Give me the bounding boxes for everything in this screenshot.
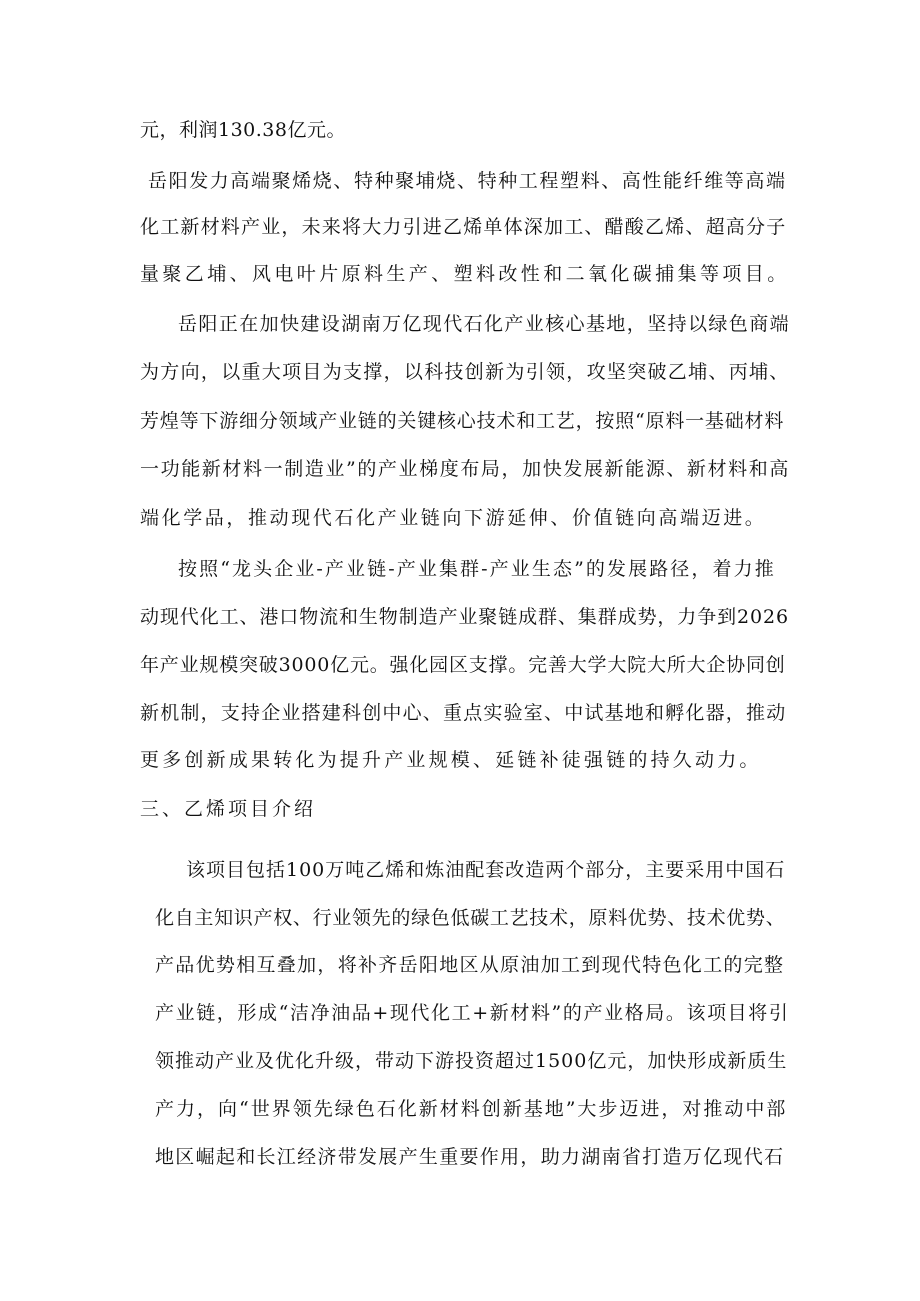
text-line: 产力，向“世界领先绿色石化新材料创新基地”大步迈进，对推动中部 (155, 1098, 788, 1120)
text-line: 岳阳发力高端聚烯烧、特种聚埔烧、特种工程塑料、高性能纤维等高端 (148, 170, 787, 192)
text-line: 化工新材料产业，未来将大力引进乙烯单体深加工、醋酸乙烯、超高分子 (140, 216, 787, 238)
text-line: 该项目包括100万吨乙烯和炼油配套改造两个部分，主要采用中国石 (186, 859, 786, 881)
text-line: 产业链，形成“洁净油品+现代化工+新材料”的产业格局。该项目将引 (155, 1002, 790, 1024)
text-line: 一功能新材料一制造业”的产业梯度布局，加快发展新能源、新材料和高 (140, 458, 790, 480)
text-line: 领推动产业及优化升级，带动下游投资超过1500亿元，加快形成新质生 (155, 1050, 788, 1072)
text-line: 化自主知识产权、行业领先的绿色低碳工艺技术，原料优势、技术优势、 (155, 907, 786, 929)
text-line: 量聚乙埔、风电叶片原料生产、塑料改性和二氧化碳捕集等项目。 (140, 263, 790, 285)
text-line: 为方向，以重大项目为支撑，以科技创新为引领，攻坚突破乙埔、丙埔、 (140, 361, 790, 383)
text-line: 年产业规模突破3000亿元。强化园区支撑。完善大学大院大所大企协同创 (140, 654, 786, 676)
heading-text: 三、乙烯项目介绍 (140, 798, 317, 820)
text-line: 芳煌等下游细分领域产业链的关键核心技术和工艺，按照“原料一基础材料 (140, 410, 785, 432)
text-line: 端化学品，推动现代石化产业链向下游延伸、价值链向高端迈进。 (140, 507, 767, 529)
text-line: 新机制，支持企业搭建科创中心、重点实验室、中试基地和孵化器，推动 (140, 702, 787, 724)
text-line: 产品优势相互叠加，将补齐岳阳地区从原油加工到现代特色化工的完整 (155, 954, 785, 976)
text-line: 元，利润130.38亿元。 (140, 119, 346, 141)
text-line: 动现代化工、港口物流和生物制造产业聚链成群、集群成势，力争到2026 (140, 606, 789, 628)
text-line: 地区崛起和长江经济带发展产生重要作用，助力湖南省打造万亿现代石 (155, 1146, 785, 1168)
text-line: 更多创新成果转化为提升产业规模、延链补徒强链的持久动力。 (140, 749, 762, 771)
text-line: 按照“龙头企业-产业链-产业集群-产业生态”的发展路径，着力推 (178, 558, 776, 580)
text-line: 岳阳正在加快建设湖南万亿现代石化产业核心基地，坚持以绿色商端 (178, 313, 791, 335)
